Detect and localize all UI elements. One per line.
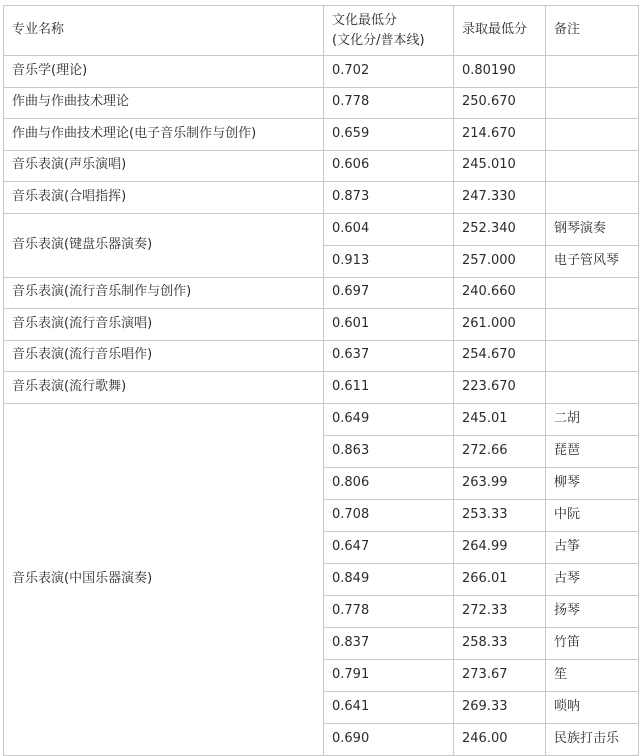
remark <box>546 340 639 372</box>
header-row <box>4 6 639 56</box>
culture-min-score: 0.611 <box>324 372 454 404</box>
table-row <box>4 309 639 341</box>
column-header-culture-line2: (文化分/普本线) <box>332 32 425 48</box>
remark: 琵琶 <box>546 435 639 467</box>
culture-min-score: 0.659 <box>324 119 454 151</box>
table-row <box>4 119 639 151</box>
table-row <box>4 372 639 404</box>
admission-min-score: 223.670 <box>454 372 546 404</box>
remark <box>546 182 639 214</box>
culture-min-score: 0.708 <box>324 499 454 531</box>
admission-min-score: 261.000 <box>454 309 546 341</box>
major-name: 作曲与作曲技术理论(电子音乐制作与创作) <box>4 119 324 151</box>
table-row <box>4 403 639 435</box>
remark: 二胡 <box>546 403 639 435</box>
table-row <box>4 340 639 372</box>
table-body <box>4 56 639 756</box>
admission-min-score: 240.660 <box>454 277 546 309</box>
remark: 中阮 <box>546 499 639 531</box>
table-row <box>4 150 639 182</box>
admission-min-score: 272.66 <box>454 435 546 467</box>
major-name: 音乐表演(流行音乐制作与创作) <box>4 277 324 309</box>
column-header-remark: 备注 <box>546 6 639 56</box>
remark: 民族打击乐 <box>546 723 639 755</box>
remark <box>546 309 639 341</box>
admission-min-score: 273.67 <box>454 659 546 691</box>
major-name: 音乐表演(流行音乐唱作) <box>4 340 324 372</box>
major-name: 音乐表演(合唱指挥) <box>4 182 324 214</box>
major-name: 音乐表演(流行歌舞) <box>4 372 324 404</box>
remark: 笙 <box>546 659 639 691</box>
table-row <box>4 182 639 214</box>
major-name: 音乐学(理论) <box>4 56 324 88</box>
culture-min-score: 0.637 <box>324 340 454 372</box>
admission-min-score: 258.33 <box>454 627 546 659</box>
remark: 柳琴 <box>546 467 639 499</box>
remark: 唢呐 <box>546 691 639 723</box>
table-row <box>4 213 639 245</box>
admission-min-score: 253.33 <box>454 499 546 531</box>
admission-min-score: 0.80190 <box>454 56 546 88</box>
major-name-chinese-instruments-group: 音乐表演(中国乐器演奏) <box>4 403 324 755</box>
culture-min-score: 0.606 <box>324 150 454 182</box>
admission-min-score: 257.000 <box>454 245 546 277</box>
table-row <box>4 277 639 309</box>
column-header-culture-min-score <box>324 6 454 56</box>
admission-min-score: 266.01 <box>454 563 546 595</box>
remark <box>546 372 639 404</box>
remark: 竹笛 <box>546 627 639 659</box>
culture-min-score: 0.806 <box>324 467 454 499</box>
culture-min-score: 0.647 <box>324 531 454 563</box>
remark: 古琴 <box>546 563 639 595</box>
table-header <box>4 6 639 56</box>
admission-min-score: 272.33 <box>454 595 546 627</box>
major-name: 音乐表演(流行音乐演唱) <box>4 309 324 341</box>
admission-min-score: 254.670 <box>454 340 546 372</box>
remark: 扬琴 <box>546 595 639 627</box>
culture-min-score: 0.778 <box>324 87 454 119</box>
admission-min-score: 252.340 <box>454 213 546 245</box>
music-major-admission-scores-table <box>3 5 639 756</box>
table-row <box>4 87 639 119</box>
culture-min-score: 0.913 <box>324 245 454 277</box>
major-name-keyboard-group: 音乐表演(键盘乐器演奏) <box>4 213 324 277</box>
admission-min-score: 264.99 <box>454 531 546 563</box>
culture-min-score: 0.604 <box>324 213 454 245</box>
culture-min-score: 0.849 <box>324 563 454 595</box>
admission-min-score: 263.99 <box>454 467 546 499</box>
culture-min-score: 0.702 <box>324 56 454 88</box>
culture-min-score: 0.778 <box>324 595 454 627</box>
admission-min-score: 245.01 <box>454 403 546 435</box>
admission-min-score: 245.010 <box>454 150 546 182</box>
column-header-major: 专业名称 <box>4 6 324 56</box>
culture-min-score: 0.690 <box>324 723 454 755</box>
remark <box>546 119 639 151</box>
admission-min-score: 214.670 <box>454 119 546 151</box>
admission-min-score: 247.330 <box>454 182 546 214</box>
major-name: 音乐表演(声乐演唱) <box>4 150 324 182</box>
culture-min-score: 0.873 <box>324 182 454 214</box>
remark <box>546 87 639 119</box>
admission-min-score: 250.670 <box>454 87 546 119</box>
culture-min-score: 0.863 <box>324 435 454 467</box>
remark <box>546 56 639 88</box>
culture-min-score: 0.697 <box>324 277 454 309</box>
culture-min-score: 0.649 <box>324 403 454 435</box>
column-header-culture-line1: 文化最低分 <box>332 13 398 28</box>
remark: 古筝 <box>546 531 639 563</box>
culture-min-score: 0.641 <box>324 691 454 723</box>
table-row <box>4 56 639 88</box>
culture-min-score: 0.791 <box>324 659 454 691</box>
remark: 电子管风琴 <box>546 245 639 277</box>
major-name: 作曲与作曲技术理论 <box>4 87 324 119</box>
admission-min-score: 269.33 <box>454 691 546 723</box>
remark: 钢琴演奏 <box>546 213 639 245</box>
culture-min-score: 0.837 <box>324 627 454 659</box>
admission-min-score: 246.00 <box>454 723 546 755</box>
remark <box>546 150 639 182</box>
column-header-admission-min-score: 录取最低分 <box>454 6 546 56</box>
culture-min-score: 0.601 <box>324 309 454 341</box>
remark <box>546 277 639 309</box>
